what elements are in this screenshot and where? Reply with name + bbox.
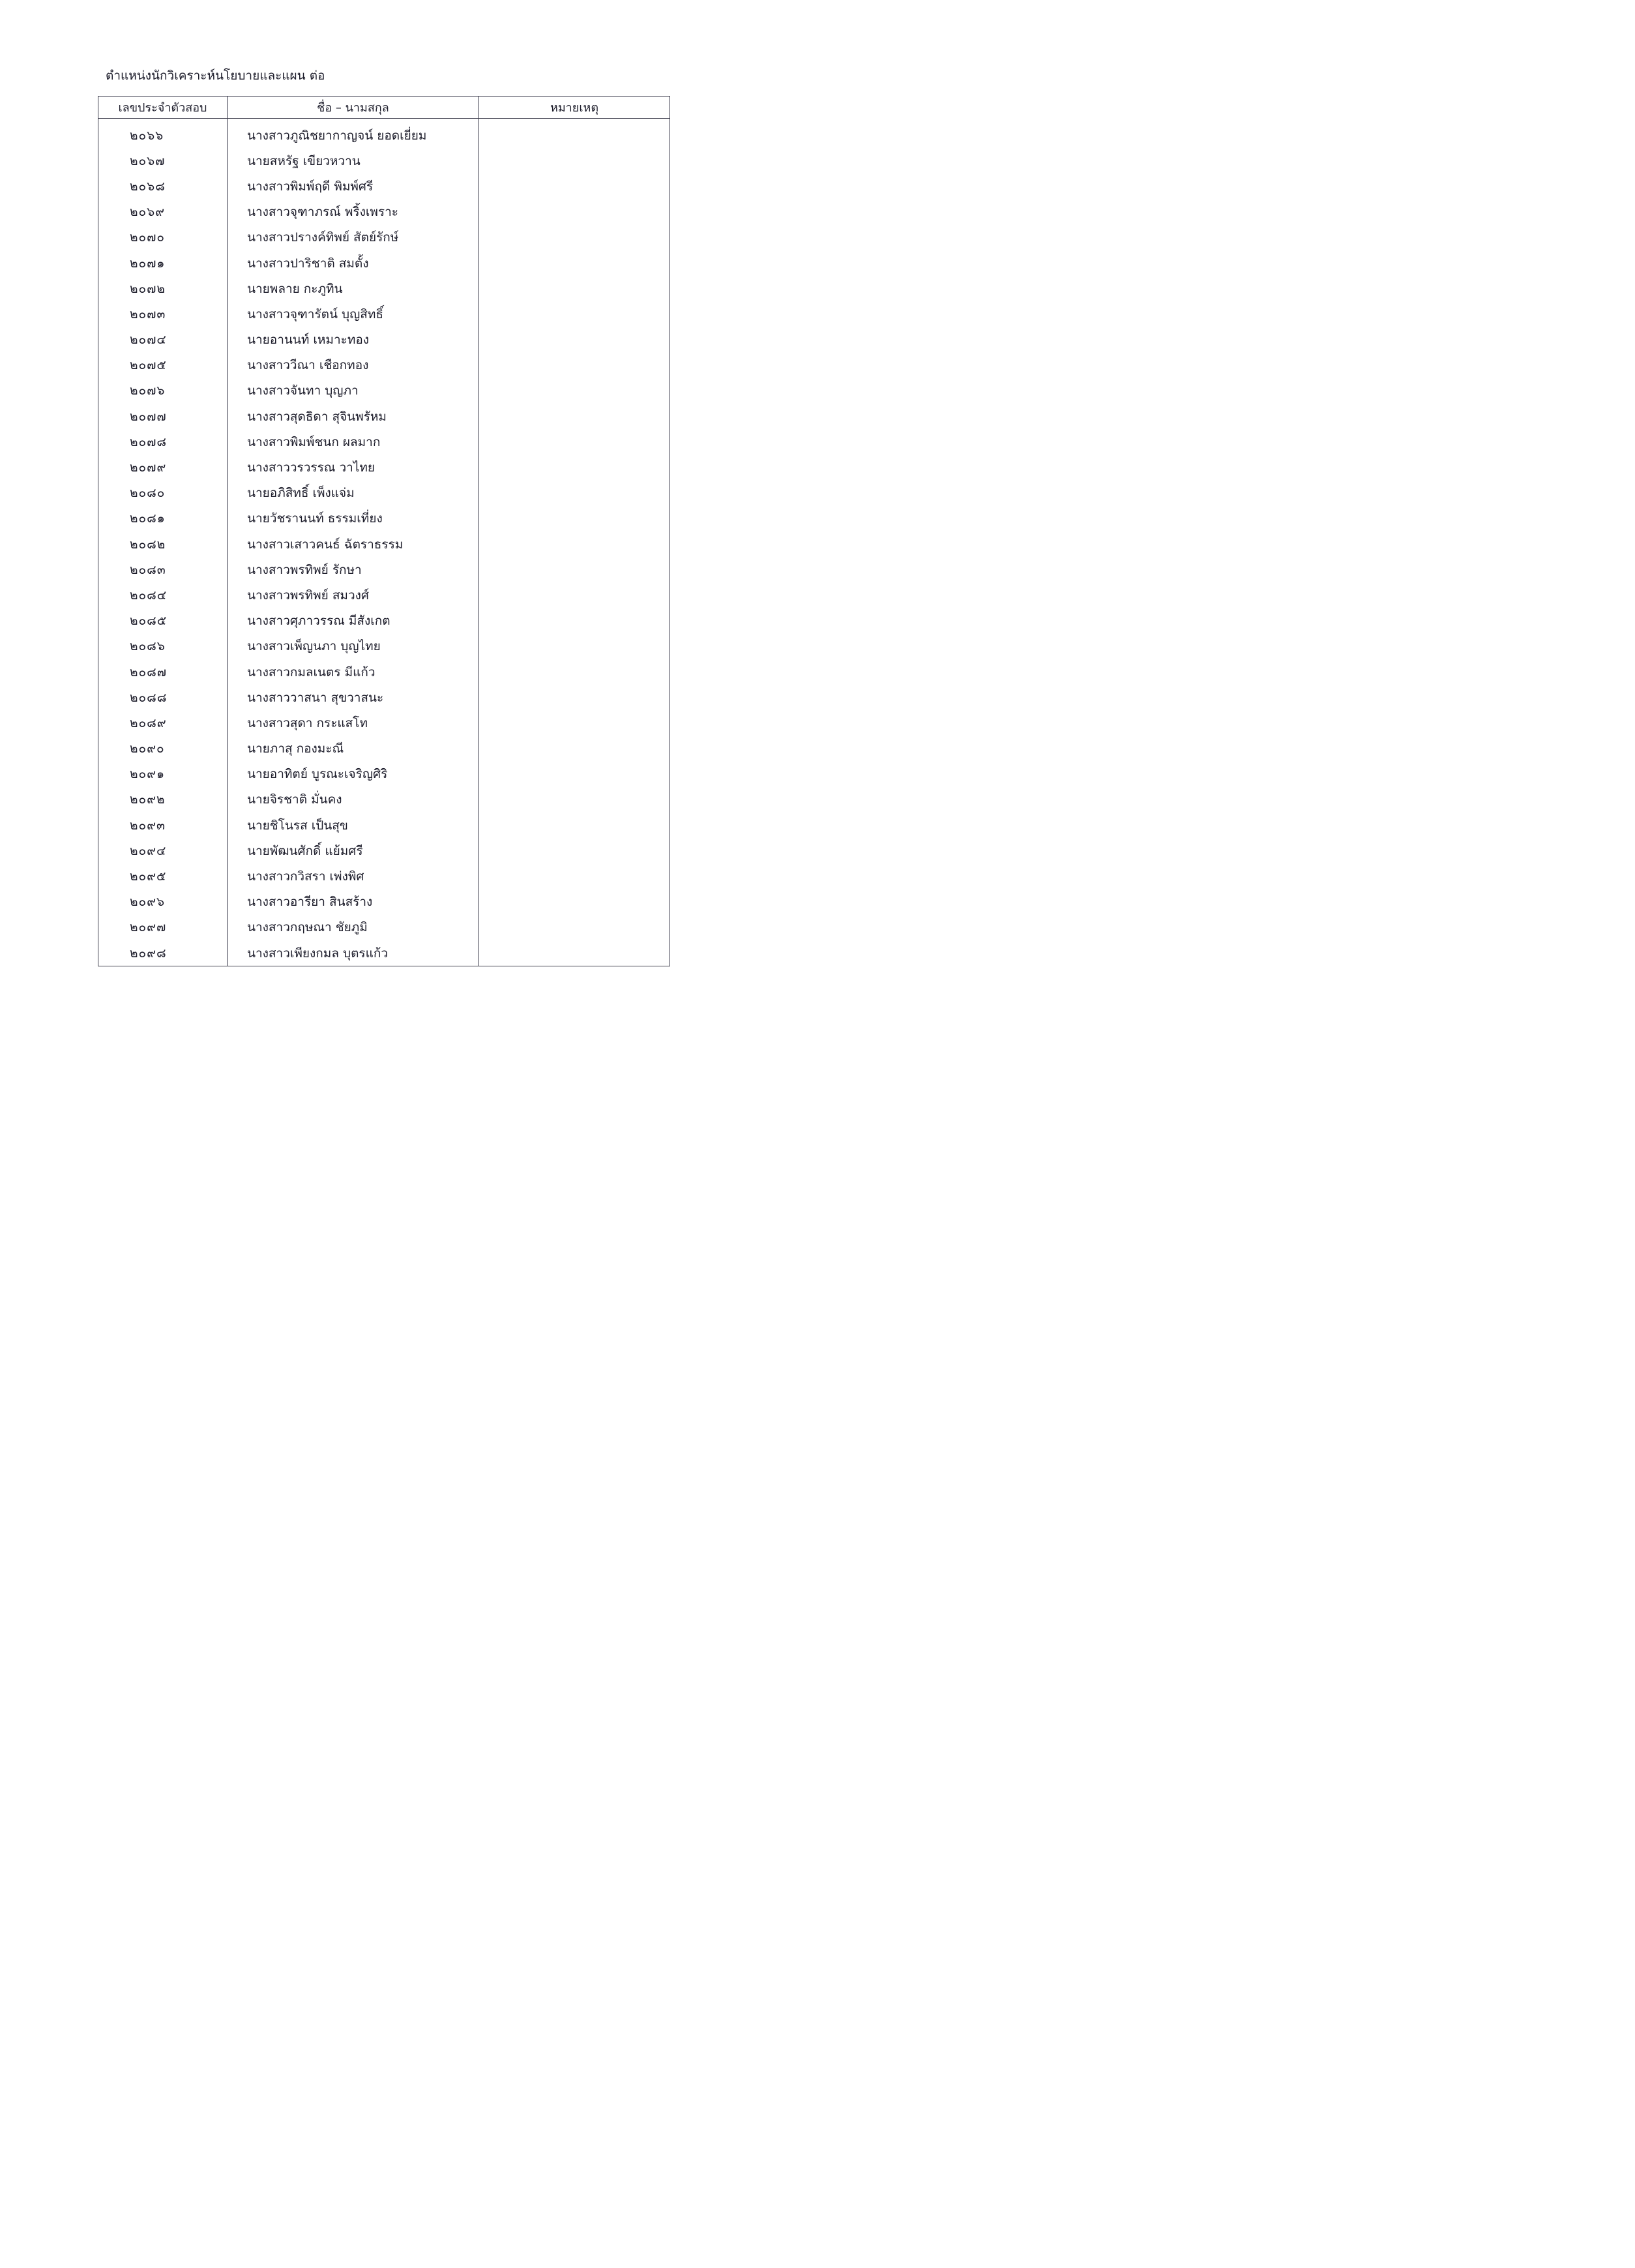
name-cell: นางสาวกวิสรา เพ่งพิศ <box>228 863 479 889</box>
exam-id-cell: ๒๐๗๒ <box>98 276 228 301</box>
name-cell: นางสาวเพียงกมล บุตรแก้ว <box>228 940 479 966</box>
name-cell: นายพลาย กะภูทิน <box>228 276 479 301</box>
table-row <box>98 173 670 199</box>
exam-id-cell: ๒๐๘๔ <box>98 582 228 608</box>
name-cell: นายสหรัฐ เขียวหวาน <box>228 148 479 173</box>
table-header <box>98 97 670 119</box>
exam-id-cell: ๒๐๖๘ <box>98 173 228 199</box>
table-row <box>98 634 670 659</box>
header-row <box>98 97 670 119</box>
table-row <box>98 940 670 966</box>
table-row <box>98 378 670 404</box>
remark-cell <box>479 276 670 301</box>
exam-id-cell: ๒๐๖๖ <box>98 119 228 149</box>
table-row <box>98 863 670 889</box>
remark-cell <box>479 915 670 940</box>
name-cell: นางสาวเสาวคนธ์ ฉัตราธรรม <box>228 531 479 557</box>
name-cell: นางสาวกฤษณา ชัยภูมิ <box>228 915 479 940</box>
exam-id-cell: ๒๐๗๖ <box>98 378 228 404</box>
remark-cell <box>479 608 670 634</box>
remark-cell <box>479 378 670 404</box>
name-cell: นางสาววีณา เชือกทอง <box>228 353 479 378</box>
name-cell: นางสาวจันทา บุญภา <box>228 378 479 404</box>
name-cell: นางสาวพรทิพย์ รักษา <box>228 557 479 582</box>
table-row <box>98 762 670 787</box>
exam-id-cell: ๒๐๘๒ <box>98 531 228 557</box>
remark-cell <box>479 455 670 480</box>
exam-id-cell: ๒๐๗๘ <box>98 429 228 455</box>
remark-cell <box>479 327 670 353</box>
name-cell: นางสาววรวรรณ วาไทย <box>228 455 479 480</box>
table-row <box>98 148 670 173</box>
remark-cell <box>479 250 670 276</box>
header-exam-id: เลขประจำตัวสอบ <box>98 97 228 119</box>
remark-cell <box>479 838 670 863</box>
exam-id-cell: ๒๐๘๑ <box>98 506 228 531</box>
table-row <box>98 531 670 557</box>
remark-cell <box>479 659 670 685</box>
remark-cell <box>479 710 670 736</box>
exam-id-cell: ๒๐๖๙ <box>98 200 228 225</box>
table-row <box>98 301 670 327</box>
name-cell: นางสาวจุฑารัตน์ บุญสิทธิ์ <box>228 301 479 327</box>
table-row <box>98 915 670 940</box>
table-row <box>98 353 670 378</box>
remark-cell <box>479 404 670 429</box>
table-row <box>98 838 670 863</box>
exam-id-cell: ๒๐๘๓ <box>98 557 228 582</box>
table-row <box>98 557 670 582</box>
exam-id-cell: ๒๐๘๘ <box>98 685 228 710</box>
exam-id-cell: ๒๐๙๒ <box>98 787 228 813</box>
remark-cell <box>479 685 670 710</box>
table-row <box>98 429 670 455</box>
name-cell: นายอาทิตย์ บูรณะเจริญศิริ <box>228 762 479 787</box>
exam-id-cell: ๒๐๗๓ <box>98 301 228 327</box>
exam-id-cell: ๒๐๗๔ <box>98 327 228 353</box>
remark-cell <box>479 889 670 915</box>
name-cell: นางสาวจุฑาภรณ์ พริ้งเพราะ <box>228 200 479 225</box>
name-cell: นางสาวเพ็ญนภา บุญไทย <box>228 634 479 659</box>
exam-id-cell: ๒๐๙๗ <box>98 915 228 940</box>
table-row <box>98 813 670 838</box>
remark-cell <box>479 481 670 506</box>
exam-id-cell: ๒๐๙๑ <box>98 762 228 787</box>
remark-cell <box>479 940 670 966</box>
remark-cell <box>479 301 670 327</box>
remark-cell <box>479 225 670 250</box>
exam-id-cell: ๒๐๘๐ <box>98 481 228 506</box>
table-row <box>98 404 670 429</box>
table-row <box>98 225 670 250</box>
remark-cell <box>479 634 670 659</box>
name-cell: นายอานนท์ เหมาะทอง <box>228 327 479 353</box>
exam-id-cell: ๒๐๗๐ <box>98 225 228 250</box>
page-heading: ตำแหน่งนักวิเคราะห์นโยบายและแผน ต่อ <box>106 68 325 83</box>
remark-cell <box>479 863 670 889</box>
exam-id-cell: ๒๐๗๑ <box>98 250 228 276</box>
remark-cell <box>479 506 670 531</box>
table-row <box>98 736 670 762</box>
remark-cell <box>479 582 670 608</box>
exam-id-cell: ๒๐๗๕ <box>98 353 228 378</box>
remark-cell <box>479 736 670 762</box>
table-row <box>98 582 670 608</box>
remark-cell <box>479 119 670 149</box>
candidate-table <box>98 96 670 966</box>
exam-id-cell: ๒๐๘๙ <box>98 710 228 736</box>
name-cell: นายพัฒนศักดิ์ แย้มศรี <box>228 838 479 863</box>
name-cell: นายจิรชาติ มั่นคง <box>228 787 479 813</box>
table-row <box>98 608 670 634</box>
name-cell: นางสาวพิมพ์ฤดี พิมพ์ศรี <box>228 173 479 199</box>
exam-id-cell: ๒๐๙๔ <box>98 838 228 863</box>
table-row <box>98 710 670 736</box>
table-row <box>98 200 670 225</box>
exam-id-cell: ๒๐๘๖ <box>98 634 228 659</box>
table-row <box>98 659 670 685</box>
name-cell: นางสาวสุดา กระแสโท <box>228 710 479 736</box>
name-cell: นางสาวกมลเนตร มีแก้ว <box>228 659 479 685</box>
name-cell: นายภาสุ กองมะณี <box>228 736 479 762</box>
name-cell: นางสาวศุภาวรรณ มีสังเกต <box>228 608 479 634</box>
exam-id-cell: ๒๐๙๖ <box>98 889 228 915</box>
table-row <box>98 889 670 915</box>
name-cell: นางสาวปาริชาติ สมตั้ง <box>228 250 479 276</box>
exam-id-cell: ๒๐๗๗ <box>98 404 228 429</box>
name-cell: นางสาวพรทิพย์ สมวงศ์ <box>228 582 479 608</box>
remark-cell <box>479 531 670 557</box>
exam-id-cell: ๒๐๙๓ <box>98 813 228 838</box>
remark-cell <box>479 429 670 455</box>
exam-id-cell: ๒๐๘๕ <box>98 608 228 634</box>
exam-id-cell: ๒๐๙๘ <box>98 940 228 966</box>
table-row <box>98 481 670 506</box>
remark-cell <box>479 813 670 838</box>
exam-id-cell: ๒๐๙๕ <box>98 863 228 889</box>
exam-id-cell: ๒๐๖๗ <box>98 148 228 173</box>
name-cell: นางสาวอารียา สินสร้าง <box>228 889 479 915</box>
name-cell: นางสาวสุดธิดา สุจินพรัหม <box>228 404 479 429</box>
exam-id-cell: ๒๐๙๐ <box>98 736 228 762</box>
table-row <box>98 276 670 301</box>
remark-cell <box>479 353 670 378</box>
name-cell: นางสาวภูณิชยากาญจน์ ยอดเยี่ยม <box>228 119 479 149</box>
name-cell: นายชิโนรส เป็นสุข <box>228 813 479 838</box>
name-cell: นายวัชรานนท์ ธรรมเที่ยง <box>228 506 479 531</box>
table-row <box>98 455 670 480</box>
table-row <box>98 119 670 149</box>
remark-cell <box>479 762 670 787</box>
remark-cell <box>479 557 670 582</box>
exam-id-cell: ๒๐๗๙ <box>98 455 228 480</box>
name-cell: นางสาวปรางค์ทิพย์ สัตย์รักษ์ <box>228 225 479 250</box>
name-cell: นายอภิสิทธิ์ เพ็งแจ่ม <box>228 481 479 506</box>
table-row <box>98 787 670 813</box>
table-body <box>98 119 670 966</box>
remark-cell <box>479 787 670 813</box>
table-row <box>98 327 670 353</box>
name-cell: นางสาววาสนา สุขวาสนะ <box>228 685 479 710</box>
remark-cell <box>479 200 670 225</box>
exam-id-cell: ๒๐๘๗ <box>98 659 228 685</box>
table-row <box>98 685 670 710</box>
header-name: ชื่อ – นามสกุล <box>228 97 479 119</box>
remark-cell <box>479 173 670 199</box>
name-cell: นางสาวพิมพ์ชนก ผลมาก <box>228 429 479 455</box>
remark-cell <box>479 148 670 173</box>
header-remark: หมายเหตุ <box>479 97 670 119</box>
table-row <box>98 506 670 531</box>
table-row <box>98 250 670 276</box>
